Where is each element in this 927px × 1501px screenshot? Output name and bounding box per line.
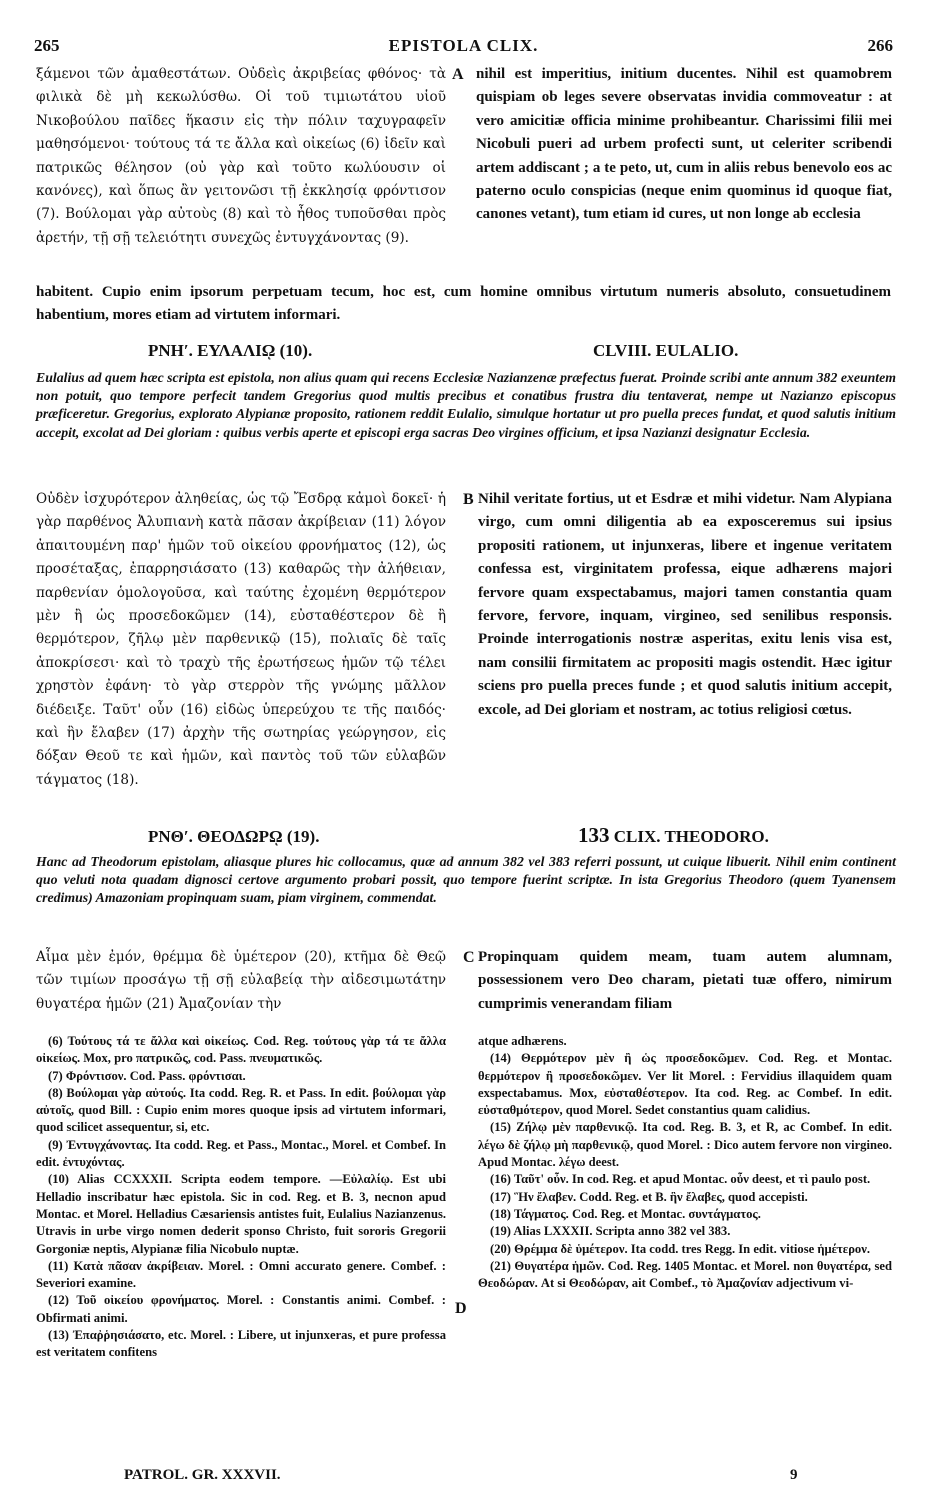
- footnote: (11) Κατὰ πᾶσαν ἀκρίβειαν. Morel. : Omni accurato genere. Combef. : Severiori examine.: [36, 1258, 446, 1291]
- letter-159-latin-column: [478, 946, 892, 1016]
- footnote: (15) Ζήλῳ μὲν παρθενικῷ. Ita cod. Reg. B. 3, et R, ac Combef. In edit. λέγω δὲ ζήλῳ μὴ παρθενικῷ, quod Morel. : Dico autem fervore non virgineo. Apud Montac. λέγω deest.: [478, 1120, 892, 1170]
- top-greek-text: ξάμενοι τῶν ἀμαθεστάτων. Οὐδεὶς ἀκριβείας φθόνος· τὰ φιλικὰ δὲ μὴ κεκωλύσθω. Οἱ τοῦ τιμιωτάτου υἱοῦ Νικοβούλου παῖδες ἥκασιν εἰς τὴν πόλιν ταχυγραφεῖν μαθησόμενοι· τούτους τά τε ἄλλα καὶ οἰκείως (6) ἰδεῖν καὶ πατρικῶς θέλησον (οὐ γὰρ καὶ τοῦτο κωλύουσιν οἱ κανόνες), καὶ ὅπως ἂν γειτονῶσι τῇ ἐκκλησίᾳ φρόντισον (7). Βούλομαι γὰρ αὐτοὺς (8) καὶ τὸ ἦθος τυποῦσθαι πρὸς ἀρετήν, τῇ σῇ τελειότητι συνεχῶς ἐντυγχάνοντας (9).: [36, 66, 446, 246]
- letter-159-latin-text: Propinquam quidem meam, tuam autem alumnam, possessionem vero Deo charam, pietati tuæ offero, nimirum cumprimis venerandam filiam: [478, 949, 892, 1012]
- letter-158-heading-latin: CLVIII. EULALIO.: [593, 341, 739, 360]
- letter-159-greek-column: [36, 946, 446, 1016]
- letter-158-heading-greek: ΡΝΗʹ. ΕΥΛΑΛΙῼ (10).: [148, 341, 313, 360]
- column-number: 133: [578, 823, 610, 847]
- letter-158-latin-column: [478, 488, 892, 722]
- top-latin-column: [476, 63, 892, 227]
- letter-159-greek-text: Αἷμα μὲν ἐμόν, θρέμμα δὲ ὑμέτερον (20), κτῆμα δὲ Θεῷ τῶν τιμίων προσάγω τῇ σῇ εὐλαβείᾳ τὴν αἰδεσιμωτάτην θυγατέρα ἡμῶν (21) Ἀμαζονίαν τὴν: [36, 949, 446, 1012]
- letter-159-argument: Hanc ad Theodorum epistolam, aliasque plures hic collocamus, quæ ad annum 382 vel 383 referri possunt, ut cuique libuerit. Nihil enim continent quo veluti nota quadam dignosci certove argumento probari possit, quo tempore fuerint scriptæ. In ista Gregorius Theodoro (quem Tyanensem credimus) Amazoniam propinquam suam, piam virginem, commendat.: [36, 854, 896, 906]
- footer-signature: PATROL. GR. XXXVII.: [124, 1467, 281, 1483]
- footnote: (7) Φρόντισον. Cod. Pass. φρόντισαι.: [48, 1068, 246, 1083]
- margin-marker-a: A: [452, 66, 464, 83]
- footnote: (16) Ταῦτ' οὖν. In cod. Reg. et apud Montac. οὖν deest, et τὶ paulo post.: [490, 1172, 871, 1187]
- footnote: (10) Alias CCXXXII. Scripta eodem tempore. —Εὐλαλίῳ. Est ubi Helladio inscribatur hæc epistola. Sic in cod. Reg. et B. 3, necnon apud Montac. et Morel. Helladius Cæsariensis antistes fuit, Eulalius Nazianzenus. Utravis in urbe virgo nomen dederit sponso Christo, fuit sororis Gregorii Gorgoniæ neptis, Alypianæ filia Nicobulo nuptæ.: [36, 1172, 446, 1256]
- footnotes-left: [36, 1033, 446, 1362]
- footnote: (14) Θερμότερον μὲν ἢ ὡς προσεδοκῶμεν. Cod. Reg. et Montac. θερμότερον ἢ προσεδοκῶμεν. Ver lit Morel. : Fervidius illaquidem quam exspectabamus. Mox, εὐσταθέστερον. Ita cod. Reg. ac Combef. In edit. εὐσταθμότερον, quod Morel. Sedet constantius quam calidius.: [478, 1051, 892, 1118]
- letter-158-greek-text: Οὐδὲν ἰσχυρότερον ἀληθείας, ὡς τῷ Ἔσδρᾳ κἀμοὶ δοκεῖ· ἡ γὰρ παρθένος Ἀλυπιανὴ κατὰ πᾶσαν ἀκρίβειαν (11) λόγον ἀπαιτουμένη παρ' ἡμῶν τοῦ οἰκείου φρονήματος (12), ὡς προσέταξας, ἐπαρρησιάσατο (13) καθαρῶς τὴν ἀλήθειαν, παρθενίαν ὁμολογοῦσα, καὶ ταύτης ἐχομένη θερμότερον μὲν ἢ ὡς προσεδοκῶμεν (14), εὐσταθέστερον δὲ ἢ θερμότερον, ζῆλῳ μὲν παρθενικῷ (15), πολιαῖς δὲ ταῖς ἀποκρίσεσι· καὶ τὸ τραχὺ τῆς ἐρωτήσεως ἡμῶν τῷ τέλει χρηστὸν ἐφάνη· τὸ γὰρ στερρὸν τῆς γνώμης μᾶλλον διέδειξε. Ταῦτ' οὖν (16) εἰδὼς ὑπερεύχου τε τῆς παιδός· καὶ ἣν ἔλαβεν (17) ἀρχὴν τῆς σωτηρίας γεώργησον, εἰς δόξαν Θεοῦ τε καὶ ἡμῶν, καὶ παντὸς τοῦ τῶν εὐλαβῶν τάγματος (18).: [36, 491, 446, 788]
- top-full-width-text: habitent. Cupio enim ipsorum perpetuam tecum, hoc est, cum homine omnibus virtutum numeris absoluto, consuetudinem habentium, mores etiam ad virtutem informari.: [36, 284, 891, 323]
- footer-sheet-number: 9: [790, 1467, 798, 1483]
- footnote: (17) Ἣν ἔλαβεν. Codd. Reg. et B. ἣν ἔλαβες, quod accepisti.: [490, 1189, 808, 1204]
- footnote: (21) Θυγατέρα ἡμῶν. Cod. Reg. 1405 Montac. et Morel. non θυγατέρα, sed Θεοδώραν. At si Θεοδώραν, ait Combef., τὸ Ἀμαζονίαν adjectivum vi-: [478, 1258, 892, 1291]
- page-number-left: 265: [34, 36, 60, 55]
- running-title: EPISTOLA CLIX.: [388, 36, 539, 55]
- footnote: (9) Ἐντυγχάνοντας. Ita codd. Reg. et Pass., Montac., Morel. et Combef. In edit. ἐντυχόντας.: [36, 1137, 446, 1170]
- footnotes-right: [478, 1033, 892, 1292]
- footnote: (12) Τοῦ οἰκείου φρονήματος. Morel. : Constantis animi. Combef. : Obfirmati animi.: [36, 1293, 446, 1325]
- letter-159-heading-latin: CLIX. THEODORO.: [613, 827, 769, 846]
- footnote: (18) Τάγματος. Cod. Reg. et Montac. συντάγματος.: [490, 1206, 761, 1221]
- footnote: (20) Θρέμμα δὲ ὑμέτερον. Ita codd. tres Regg. In edit. vitiose ἡμέτερον.: [490, 1241, 871, 1256]
- top-latin-text: nihil est imperitius, initium ducentes. Nihil est quamobrem quispiam ob leges severe observatas invidia commoveatur : at vero amicitiæ officia minime prohibeantur. Charissimi filii mei Nicobuli pueri ad urbem profecti sunt, ut celeriter scribendi artem addiscant ; a te peto, ut, cum in aliis rebus benevolo eos ac paterno oculo conspicias (neque enim quominus id quoque fiat, canones vetant), tum etiam id cures, ut non longe ab ecclesia: [476, 66, 892, 223]
- letter-158-latin-text: Nihil veritate fortius, ut et Esdræ et mihi videtur. Nam Alypiana virgo, cum omni diligentia ab ea exposceremus sui ipsius propositi rationem, ut injunxeras, libere et ingenue veritatem confessa est, virginitatem professa, eique adhærens majori fervore quam exspectabamus, majori tamen constantia quam fervore, fervore, inquam, virgineo, sed senilibus responsis. Proinde interrogationis nostræ asperitas, exitu lenis visa est, nam consilii firmitatem ac propositi magis ostendit. Hæc igitur sciens pro puella preces funde ; et quod salutis initium accepit, excole, ad Dei gloriam et nostram, ac totius religiosi cœtus.: [478, 491, 892, 718]
- footnote: (19) Alias LXXXII. Scripta anno 382 vel 383.: [490, 1224, 731, 1239]
- footnote: (6) Τούτους τά τε ἄλλα καὶ οἰκείως. Cod. Reg. τούτους γὰρ τά τε ἄλλα οἰκείως. Mox, pro πατρικῶς, cod. Pass. πνευματικῶς.: [36, 1034, 446, 1066]
- top-greek-column: [36, 63, 446, 250]
- letter-158-argument: Eulalius ad quem hæc scripta est epistola, non alius quam qui recens Ecclesiæ Nazianzenæ præfectus fuerat. Proinde scribi ante annum 382 exeuntem non potuit, quo tempore perfecit tandem Gregorius quod multis precibus et conatibus frustra diu tentaverat, nempe ut Nazianzo episcopus præficeretur. Gregorius, explorato Alypianæ proposito, rationem reddit Eulalio, simulque hortatur ut pro puella preces fundat, et quod salutis initium accepit, excolat ad Dei gloriam : quibus verbis aperte et episcopi erga sacras Deo virgines officium, et ipsa Nazianzi designatur Ecclesia.: [36, 370, 896, 440]
- letter-158-greek-column: [36, 488, 446, 792]
- footnote: (13) Ἐπαῤῥησιάσατο, etc. Morel. : Libere, ut injunxeras, et pure professa est veritatem confitens: [36, 1328, 446, 1360]
- footnote: atque adhærens.: [478, 1034, 567, 1048]
- running-header: [34, 36, 893, 58]
- page-number-right: 266: [867, 36, 893, 55]
- letter-159-heading-latin-block: [578, 823, 769, 848]
- footnote: (8) Βούλομαι γὰρ αὐτούς. Ita codd. Reg. R. et Pass. In edit. βούλομαι γὰρ αὐτοῖς, quod Bill. : Cupio enim mores quoque ipsis ad virtutem informari, quod scilicet assequentur, si, etc.: [36, 1085, 446, 1135]
- margin-marker-d: D: [455, 1300, 467, 1317]
- margin-marker-c: C: [463, 949, 475, 966]
- margin-marker-b: B: [463, 491, 474, 508]
- letter-159-heading-greek: ΡΝΘʹ. ΘΕΟΔΩΡῼ (19).: [148, 827, 320, 846]
